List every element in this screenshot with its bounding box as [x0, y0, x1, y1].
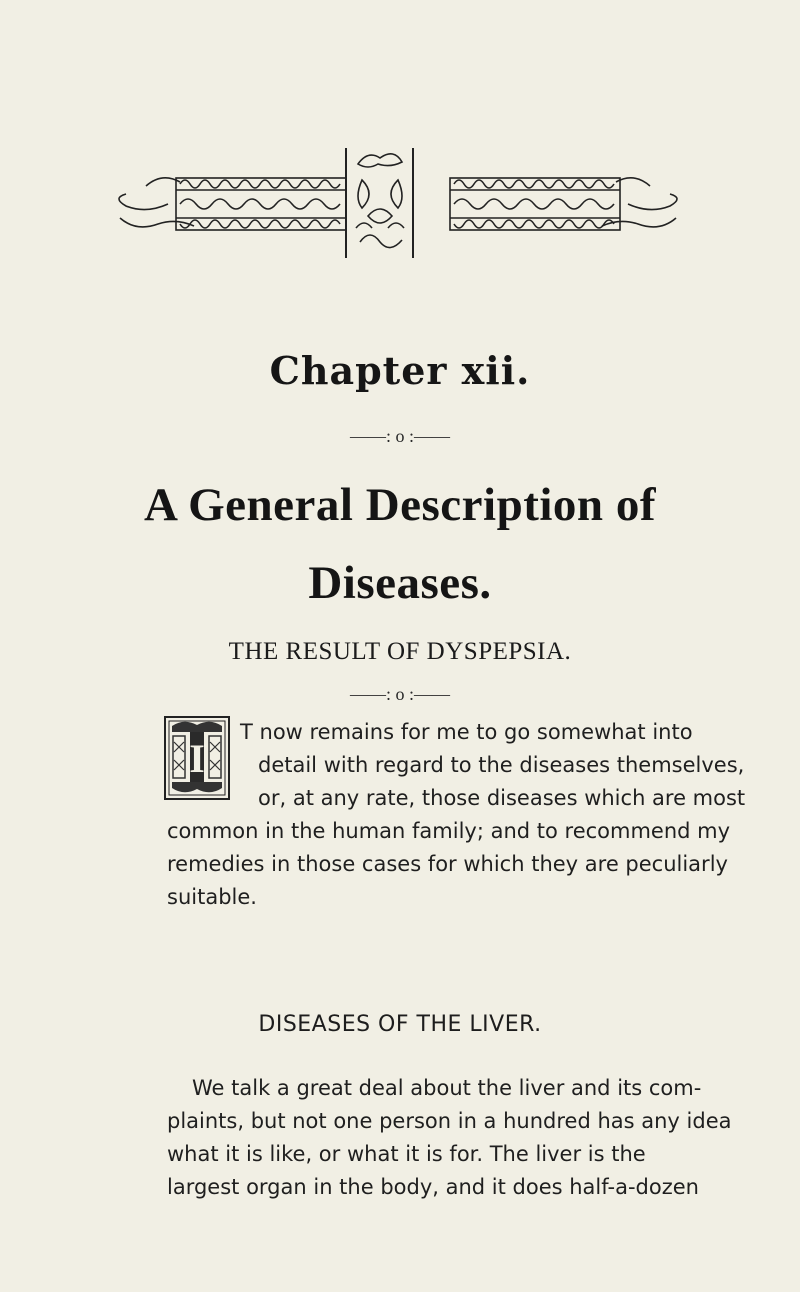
- separator-top: [0, 426, 800, 447]
- ornamental-header: [106, 146, 690, 260]
- chapter-title: Chapter xii.: [269, 348, 531, 393]
- intro-line-2: detail with regard to the diseases themselves,: [258, 753, 745, 777]
- section-line-1: We talk a great deal about the liver and its com-: [192, 1076, 702, 1100]
- intro-line-1: T now remains for me to go somewhat into: [240, 720, 693, 744]
- main-heading-line-1: A General Description of: [144, 479, 656, 531]
- separator-dash-left: ——: [349, 426, 386, 446]
- separator-dash-right: ——: [414, 684, 450, 704]
- section-line-4: largest organ in the body, and it does half-a-dozen: [167, 1175, 699, 1199]
- section-line-2: plaints, but not one person in a hundred has any idea: [167, 1109, 732, 1133]
- separator-mark: : o :: [385, 684, 414, 704]
- drop-cap-letter: I: [189, 736, 205, 781]
- drop-cap-ornament: [164, 716, 230, 800]
- subheading: THE RESULT OF DYSPEPSIA.: [228, 638, 572, 665]
- intro-line-3: or, at any rate, those diseases which are most: [258, 786, 746, 810]
- separator-bottom: [0, 684, 800, 705]
- section-heading: DISEASES OF THE LIVER.: [258, 1012, 542, 1037]
- separator-dash-left: ——: [349, 684, 386, 704]
- section-line-3: what it is like, or what it is for. The liver is the: [167, 1142, 646, 1166]
- separator-dash-right: ——: [414, 426, 450, 446]
- main-heading-line-2: Diseases.: [308, 557, 492, 609]
- intro-line-4: common in the human family; and to recommend my: [167, 819, 731, 843]
- separator-mark: : o :: [385, 426, 414, 446]
- intro-line-6: suitable.: [167, 885, 257, 909]
- intro-line-5: remedies in those cases for which they are peculiarly: [167, 852, 728, 876]
